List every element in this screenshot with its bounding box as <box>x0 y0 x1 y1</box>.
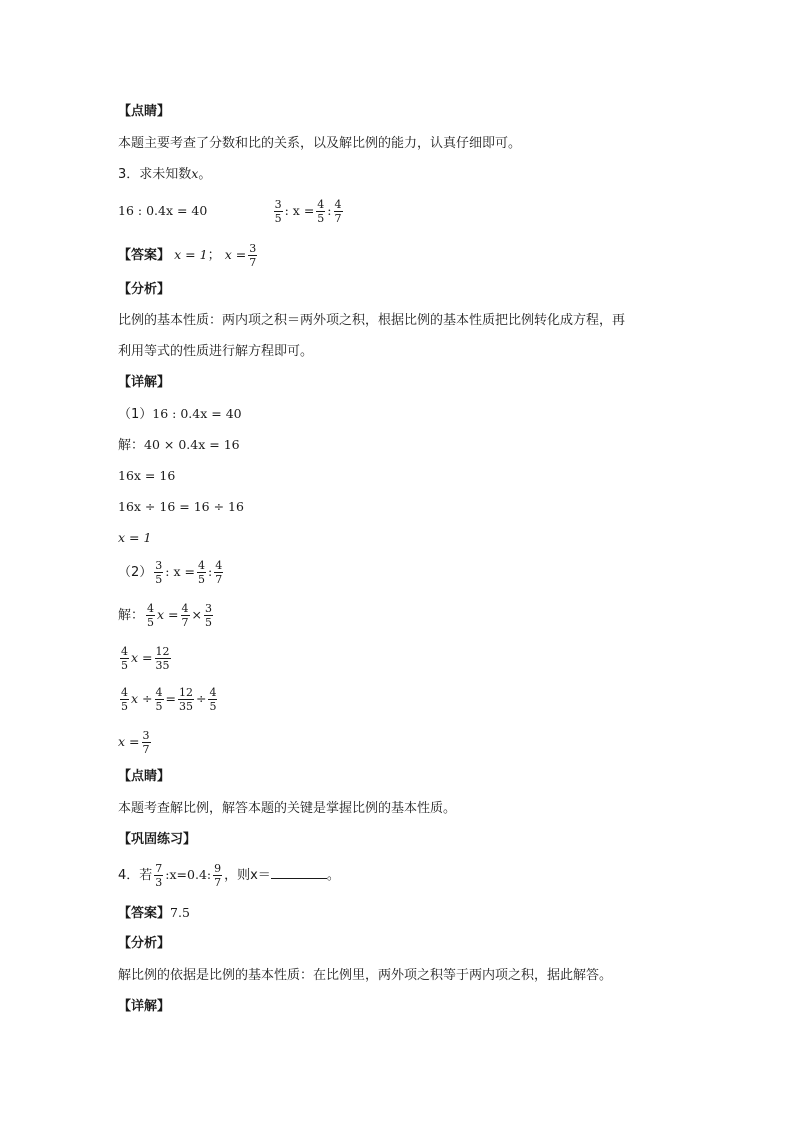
s2l2-frac2: $\frac{12}{35}$ <box>155 645 170 672</box>
s2l3-frac3: $\frac{12}{35}$ <box>178 686 193 713</box>
analysis-3-line-2: 利用等式的性质进行解方程即可。 <box>118 344 314 359</box>
detail-s2-line-2 <box>118 643 173 674</box>
detail-s1-label: （1） <box>118 407 153 422</box>
s2l1-frac1: $\frac{4}{5}$ <box>147 602 155 629</box>
heading-xiangjie-2: 【详解】 <box>118 999 171 1014</box>
s2l2-t1: x = <box>131 650 153 665</box>
detail-s2-line-3 <box>118 684 219 715</box>
answer-3-a2-frac: $\frac{3}{7}$ <box>249 242 257 269</box>
answer-4 <box>118 903 190 924</box>
s2l3-t3: ÷ <box>195 691 207 706</box>
q4-frac1: $\frac{7}{3}$ <box>155 862 163 889</box>
s2l3-frac1: $\frac{4}{5}$ <box>121 686 128 713</box>
detail-s2-label: （2） <box>118 565 153 580</box>
q4-answer-blank <box>271 864 327 879</box>
paragraph-dianjing-1: 本题主要考查了分数和比的关系，以及解比例的能力，认真仔细即可。 <box>118 136 522 151</box>
detail-step-1 <box>118 404 242 425</box>
detail-s1-line-1 <box>118 435 240 456</box>
paragraph-dianjing-2: 本题考查解比例，解答本题的关键是掌握比例的基本性质。 <box>118 801 457 816</box>
detail-jie-2: 解： <box>118 608 145 623</box>
detail-s2-line-4 <box>118 727 153 758</box>
s2l2-frac1: $\frac{4}{5}$ <box>121 645 128 672</box>
heading-dianjing: 【点睛】 <box>118 104 171 119</box>
detail-s1-eq: 16 : 0.4x = 40 <box>152 406 242 421</box>
detail-jie: 解： <box>118 438 145 453</box>
q3-eq2-colon: : <box>327 203 332 218</box>
q3-eq2-frac2: $\frac{4}{5}$ <box>317 198 325 225</box>
q3-eq2-mid: : x = <box>284 203 315 218</box>
heading-dianjing-2: 【点睛】 <box>118 769 171 784</box>
answer-3 <box>118 240 259 271</box>
q4-after: ，则x＝ <box>224 868 271 883</box>
detail-s1-line-4: x = 1 <box>118 530 152 545</box>
s2-eq-mid: : x = <box>165 564 195 579</box>
q4-end: 。 <box>326 868 340 883</box>
question-3-suffix: 。 <box>198 167 212 182</box>
analysis-3-line-1: 比例的基本性质：两内项之积＝两外项之积，根据比例的基本性质把比例转化成方程，再 <box>118 313 626 328</box>
detail-step-2 <box>118 557 225 588</box>
heading-daan-2: 【答案】 <box>118 906 171 921</box>
s2l4-frac1: $\frac{3}{7}$ <box>142 729 150 756</box>
heading-fenxi: 【分析】 <box>118 282 171 297</box>
question-3-prefix: 3．求未知数 <box>118 167 192 182</box>
detail-s1-line-2: 16x = 16 <box>118 468 176 483</box>
s2-eq-frac3: $\frac{4}{7}$ <box>215 559 223 586</box>
detail-s2-line-1 <box>118 600 215 631</box>
answer-3-sep: ； <box>207 248 221 263</box>
answer-4-value: 7.5 <box>170 905 190 920</box>
s2l1-frac3: $\frac{3}{5}$ <box>205 602 212 629</box>
q3-eq1: 16 : 0.4x = 40 <box>118 203 208 218</box>
s2l1-t1: x = <box>157 607 179 622</box>
q4-frac2: $\frac{9}{7}$ <box>214 862 222 889</box>
question-3-var: x <box>191 166 199 181</box>
s2l3-frac2: $\frac{4}{5}$ <box>155 686 163 713</box>
s2l3-t1: x ÷ <box>131 691 153 706</box>
heading-xiangjie: 【详解】 <box>118 375 171 390</box>
s2-eq-colon: : <box>207 564 213 579</box>
heading-daan: 【答案】 <box>118 248 171 263</box>
s2l1-t2: × <box>191 607 202 622</box>
question-3-equations <box>118 196 345 227</box>
s2l3-frac4: $\frac{4}{5}$ <box>209 686 217 713</box>
question-3 <box>118 164 211 185</box>
detail-s1-l1: 40 × 0.4x = 16 <box>144 437 240 452</box>
s2-eq-frac2: $\frac{4}{5}$ <box>197 559 205 586</box>
detail-s1-line-3: 16x ÷ 16 = 16 ÷ 16 <box>118 499 244 514</box>
heading-gonggu: 【巩固练习】 <box>118 832 197 847</box>
s2l3-t2: = <box>165 691 176 706</box>
answer-3-a1: x = 1 <box>174 247 208 262</box>
q4-mid: :x=0.4: <box>165 867 212 882</box>
q3-eq2-frac1: $\frac{3}{5}$ <box>274 198 282 225</box>
s2l1-frac2: $\frac{4}{7}$ <box>181 602 189 629</box>
s2l4-t1: x = <box>118 734 140 749</box>
q3-eq2-frac3: $\frac{4}{7}$ <box>334 198 342 225</box>
question-4 <box>118 860 340 891</box>
heading-fenxi-2: 【分析】 <box>118 936 171 951</box>
s2-eq-frac1: $\frac{3}{5}$ <box>155 559 163 586</box>
q4-prefix: 4．若 <box>118 868 153 883</box>
answer-3-a2-prefix: x = <box>224 247 247 262</box>
analysis-4: 解比例的依据是比例的基本性质：在比例里，两外项之积等于两内项之积，据此解答。 <box>118 968 613 983</box>
